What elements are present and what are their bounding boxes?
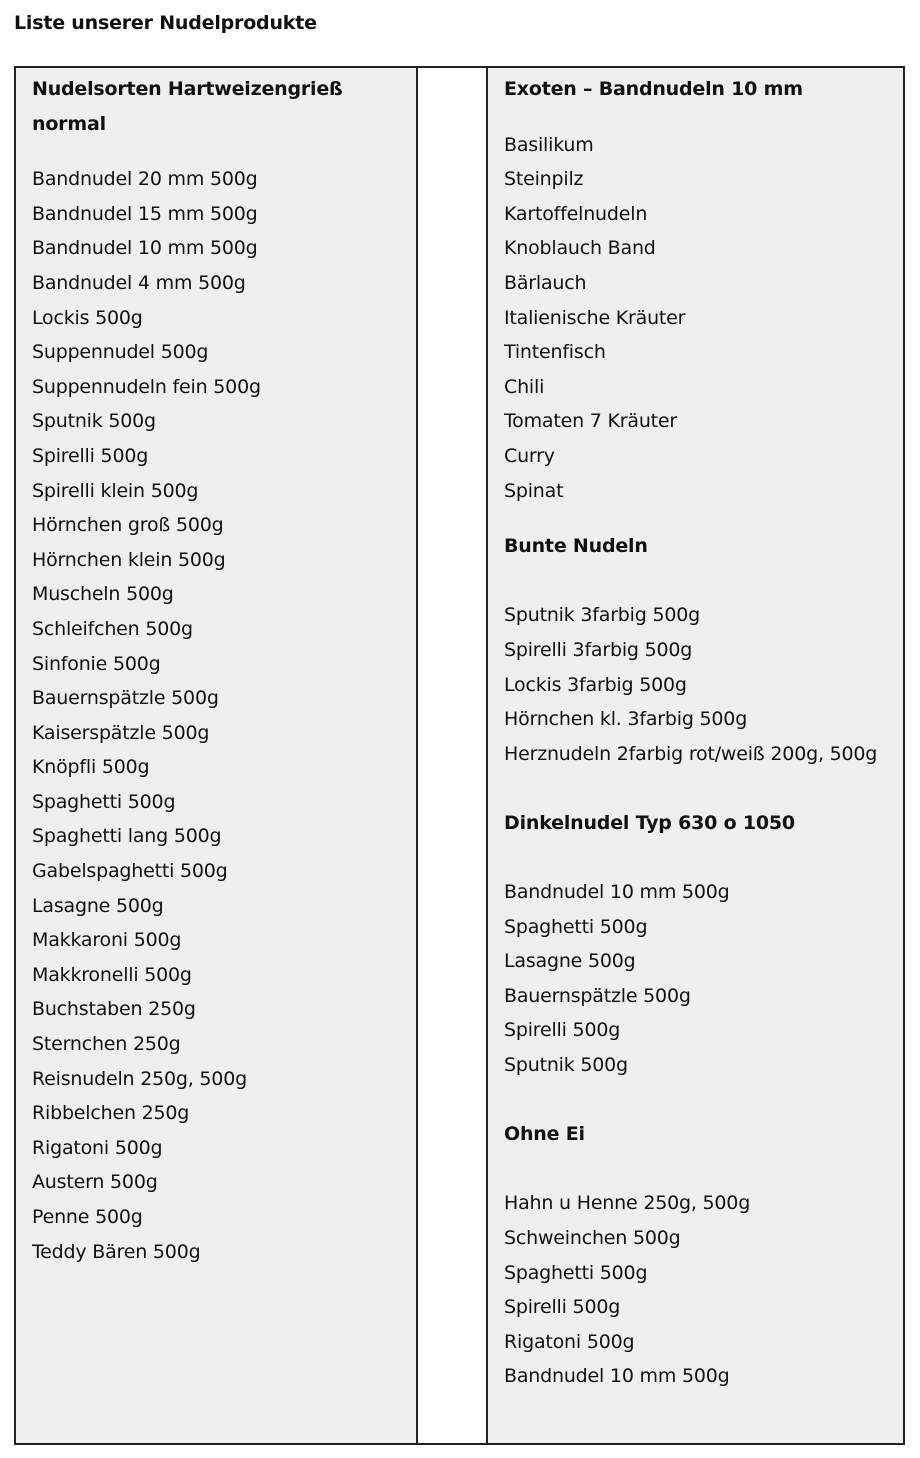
list-item: Sinfonie 500g (32, 652, 161, 675)
list-item: Suppennudel 500g (32, 341, 209, 364)
list-item: Spirelli 3farbig 500g (504, 638, 693, 661)
list-item: Sputnik 3farbig 500g (504, 604, 700, 627)
list-item: Buchstaben 250g (32, 998, 196, 1021)
list-item: Bandnudel 10 mm 500g (32, 237, 258, 260)
product-table (14, 66, 905, 1445)
list-item: Makkaroni 500g (32, 929, 182, 952)
list-item: Spaghetti 500g (504, 1261, 648, 1284)
section-heading: Exoten – Bandnudeln 10 mm (504, 78, 803, 100)
list-item: Suppennudeln fein 500g (32, 375, 261, 398)
list-item: Spirelli 500g (504, 1296, 621, 1319)
list-item: Italienische Kräuter (504, 306, 686, 329)
list-item: Hörnchen groß 500g (32, 514, 224, 537)
right-column (487, 67, 904, 1444)
spacer-column (417, 67, 487, 1444)
section-heading: Ohne Ei (504, 1123, 585, 1146)
list-item: Sputnik 500g (32, 410, 156, 433)
list-item: Chili (504, 375, 545, 398)
list-item: Kartoffelnudeln (504, 202, 648, 225)
list-item: Bandnudel 15 mm 500g (32, 202, 258, 225)
list-item: Spirelli 500g (504, 1019, 621, 1042)
list-item: Spinat (504, 479, 564, 502)
list-item: Teddy Bären 500g (32, 1240, 201, 1263)
list-item: Bandnudel 20 mm 500g (32, 168, 258, 191)
list-item: Kaiserspätzle 500g (32, 721, 210, 744)
left-column (15, 67, 417, 1444)
list-item: Basilikum (504, 133, 594, 156)
list-item: Spaghetti 500g (504, 915, 648, 938)
list-item: Spirelli 500g (32, 444, 149, 467)
list-item: Hahn u Henne 250g, 500g (504, 1192, 751, 1215)
list-item: Bauernspätzle 500g (32, 687, 219, 710)
list-item: Schleifchen 500g (32, 617, 193, 640)
list-item: Rigatoni 500g (32, 1136, 163, 1159)
list-item: Steinpilz (504, 168, 584, 191)
list-item: Tomaten 7 Kräuter (504, 410, 678, 433)
list-item: Makkronelli 500g (32, 963, 192, 986)
list-item: Sputnik 500g (504, 1054, 628, 1077)
list-item: Tintenfisch (504, 341, 606, 364)
list-item: Spaghetti 500g (32, 790, 176, 813)
page-title: Liste unserer Nudelprodukte (14, 12, 317, 34)
list-item: Reisnudeln 250g, 500g (32, 1067, 247, 1090)
list-item: Lockis 3farbig 500g (504, 673, 687, 696)
list-item: Knöpfli 500g (32, 756, 150, 779)
list-item: Penne 500g (32, 1206, 143, 1228)
section-heading: Bunte Nudeln (504, 535, 648, 558)
list-item: Lockis 500g (32, 306, 143, 329)
list-item: Ribbelchen 250g (32, 1102, 190, 1125)
list-item: Spirelli klein 500g (32, 479, 199, 502)
list-item: Schweinchen 500g (504, 1227, 681, 1249)
list-item: Herznudeln 2farbig rot/weiß 200g, 500g (504, 742, 878, 765)
list-item: Austern 500g (32, 1171, 158, 1194)
list-item: Spaghetti lang 500g (32, 825, 222, 848)
list-item: Bauernspätzle 500g (504, 984, 691, 1007)
section-heading: Nudelsorten Hartweizengrieß normal (32, 78, 343, 135)
list-item: Gabelspaghetti 500g (32, 860, 228, 883)
list-item: Knoblauch Band (504, 237, 656, 260)
list-item: Bandnudel 4 mm 500g (32, 271, 246, 294)
list-item: Bandnudel 10 mm 500g (504, 1365, 730, 1388)
table-row (15, 67, 904, 1444)
list-item: Bärlauch (504, 271, 587, 294)
list-item: Bandnudel 10 mm 500g (504, 881, 730, 904)
list-item: Lasagne 500g (504, 950, 636, 973)
list-item: Hörnchen kl. 3farbig 500g (504, 708, 748, 731)
list-item: Curry (504, 444, 555, 467)
list-item: Hörnchen klein 500g (32, 548, 226, 571)
list-item: Lasagne 500g (32, 894, 164, 917)
list-item: Rigatoni 500g (504, 1330, 635, 1353)
section-heading: Dinkelnudel Typ 630 o 1050 (504, 811, 795, 834)
list-item: Sternchen 250g (32, 1033, 181, 1056)
list-item: Muscheln 500g (32, 583, 174, 606)
